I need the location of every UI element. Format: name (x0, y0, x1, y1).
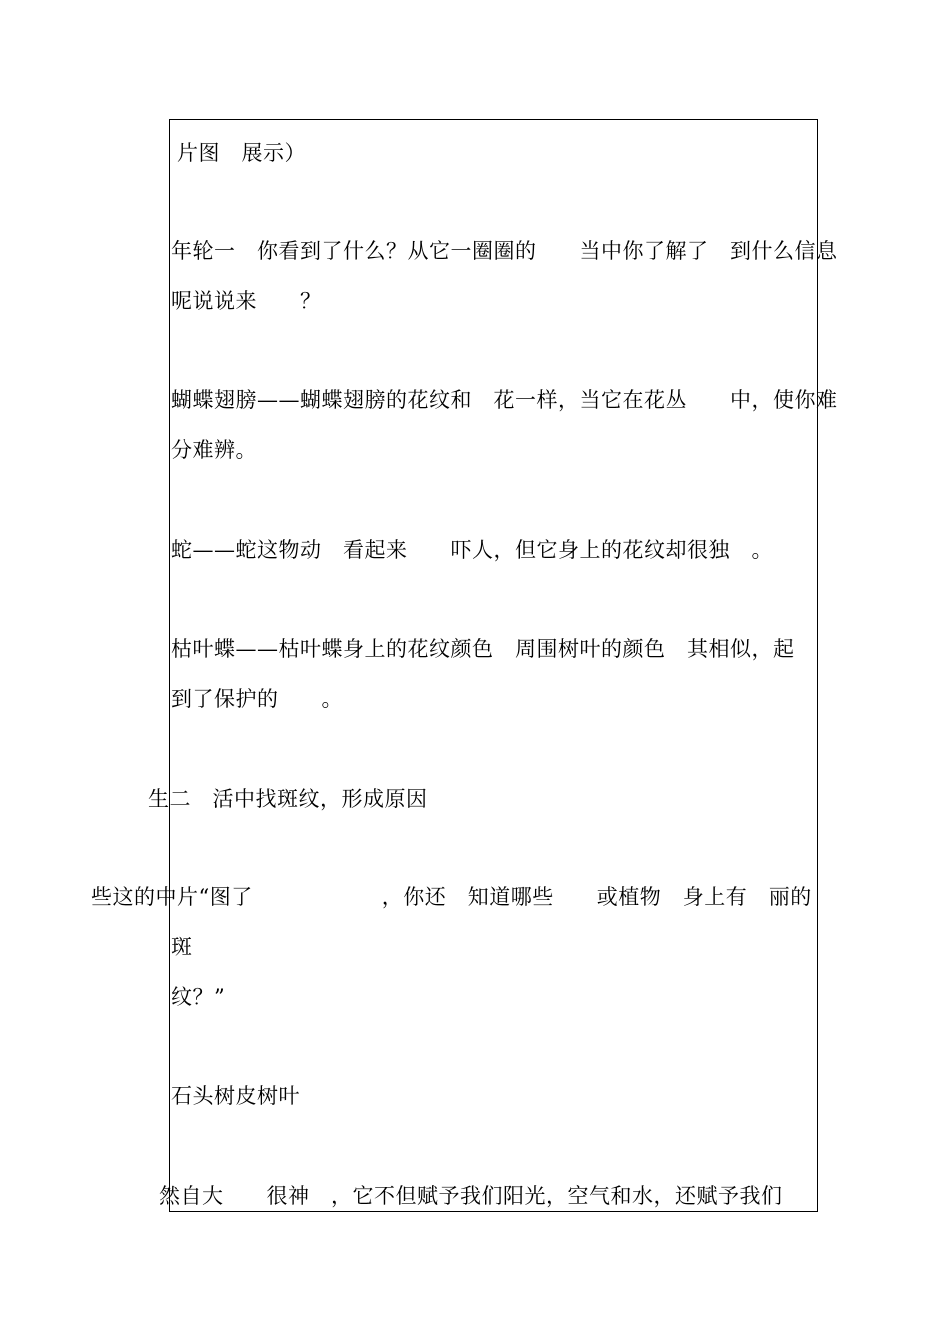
text-line: 纹？” (171, 985, 226, 1009)
text-line: 些这的中片“图了 ，你还 知道哪些 或植物 身上有 丽的 (91, 885, 812, 909)
text-line: 片图 展示） (177, 141, 306, 165)
text-line: 到了保护的 。 (171, 687, 343, 711)
text-line: 分难辨。 (171, 438, 257, 462)
section-heading: 生二 活中找斑纹，形成原因 (148, 787, 428, 811)
text-line: 年轮一 你看到了什么？从它一圈圈的 当中你了解了 到什么信息 (171, 239, 838, 263)
text-line: 蛇——蛇这物动 看起来 吓人，但它身上的花纹却很独 。 (171, 538, 773, 562)
text-line: 石头树皮树叶 (171, 1084, 300, 1108)
text-line: 枯叶蝶——枯叶蝶身上的花纹颜色 周围树叶的颜色 其相似，起 (171, 637, 795, 661)
text-line: 然自大 很神 ，它不但赋予我们阳光，空气和水，还赋予我们 (159, 1184, 783, 1208)
text-line: 斑 (171, 935, 193, 959)
table-cell-border (169, 119, 818, 1212)
text-line: 呢说说来 ？ (171, 289, 322, 313)
text-line: 蝴蝶翅膀——蝴蝶翅膀的花纹和 花一样，当它在花丛 中，使你难 (171, 388, 838, 412)
